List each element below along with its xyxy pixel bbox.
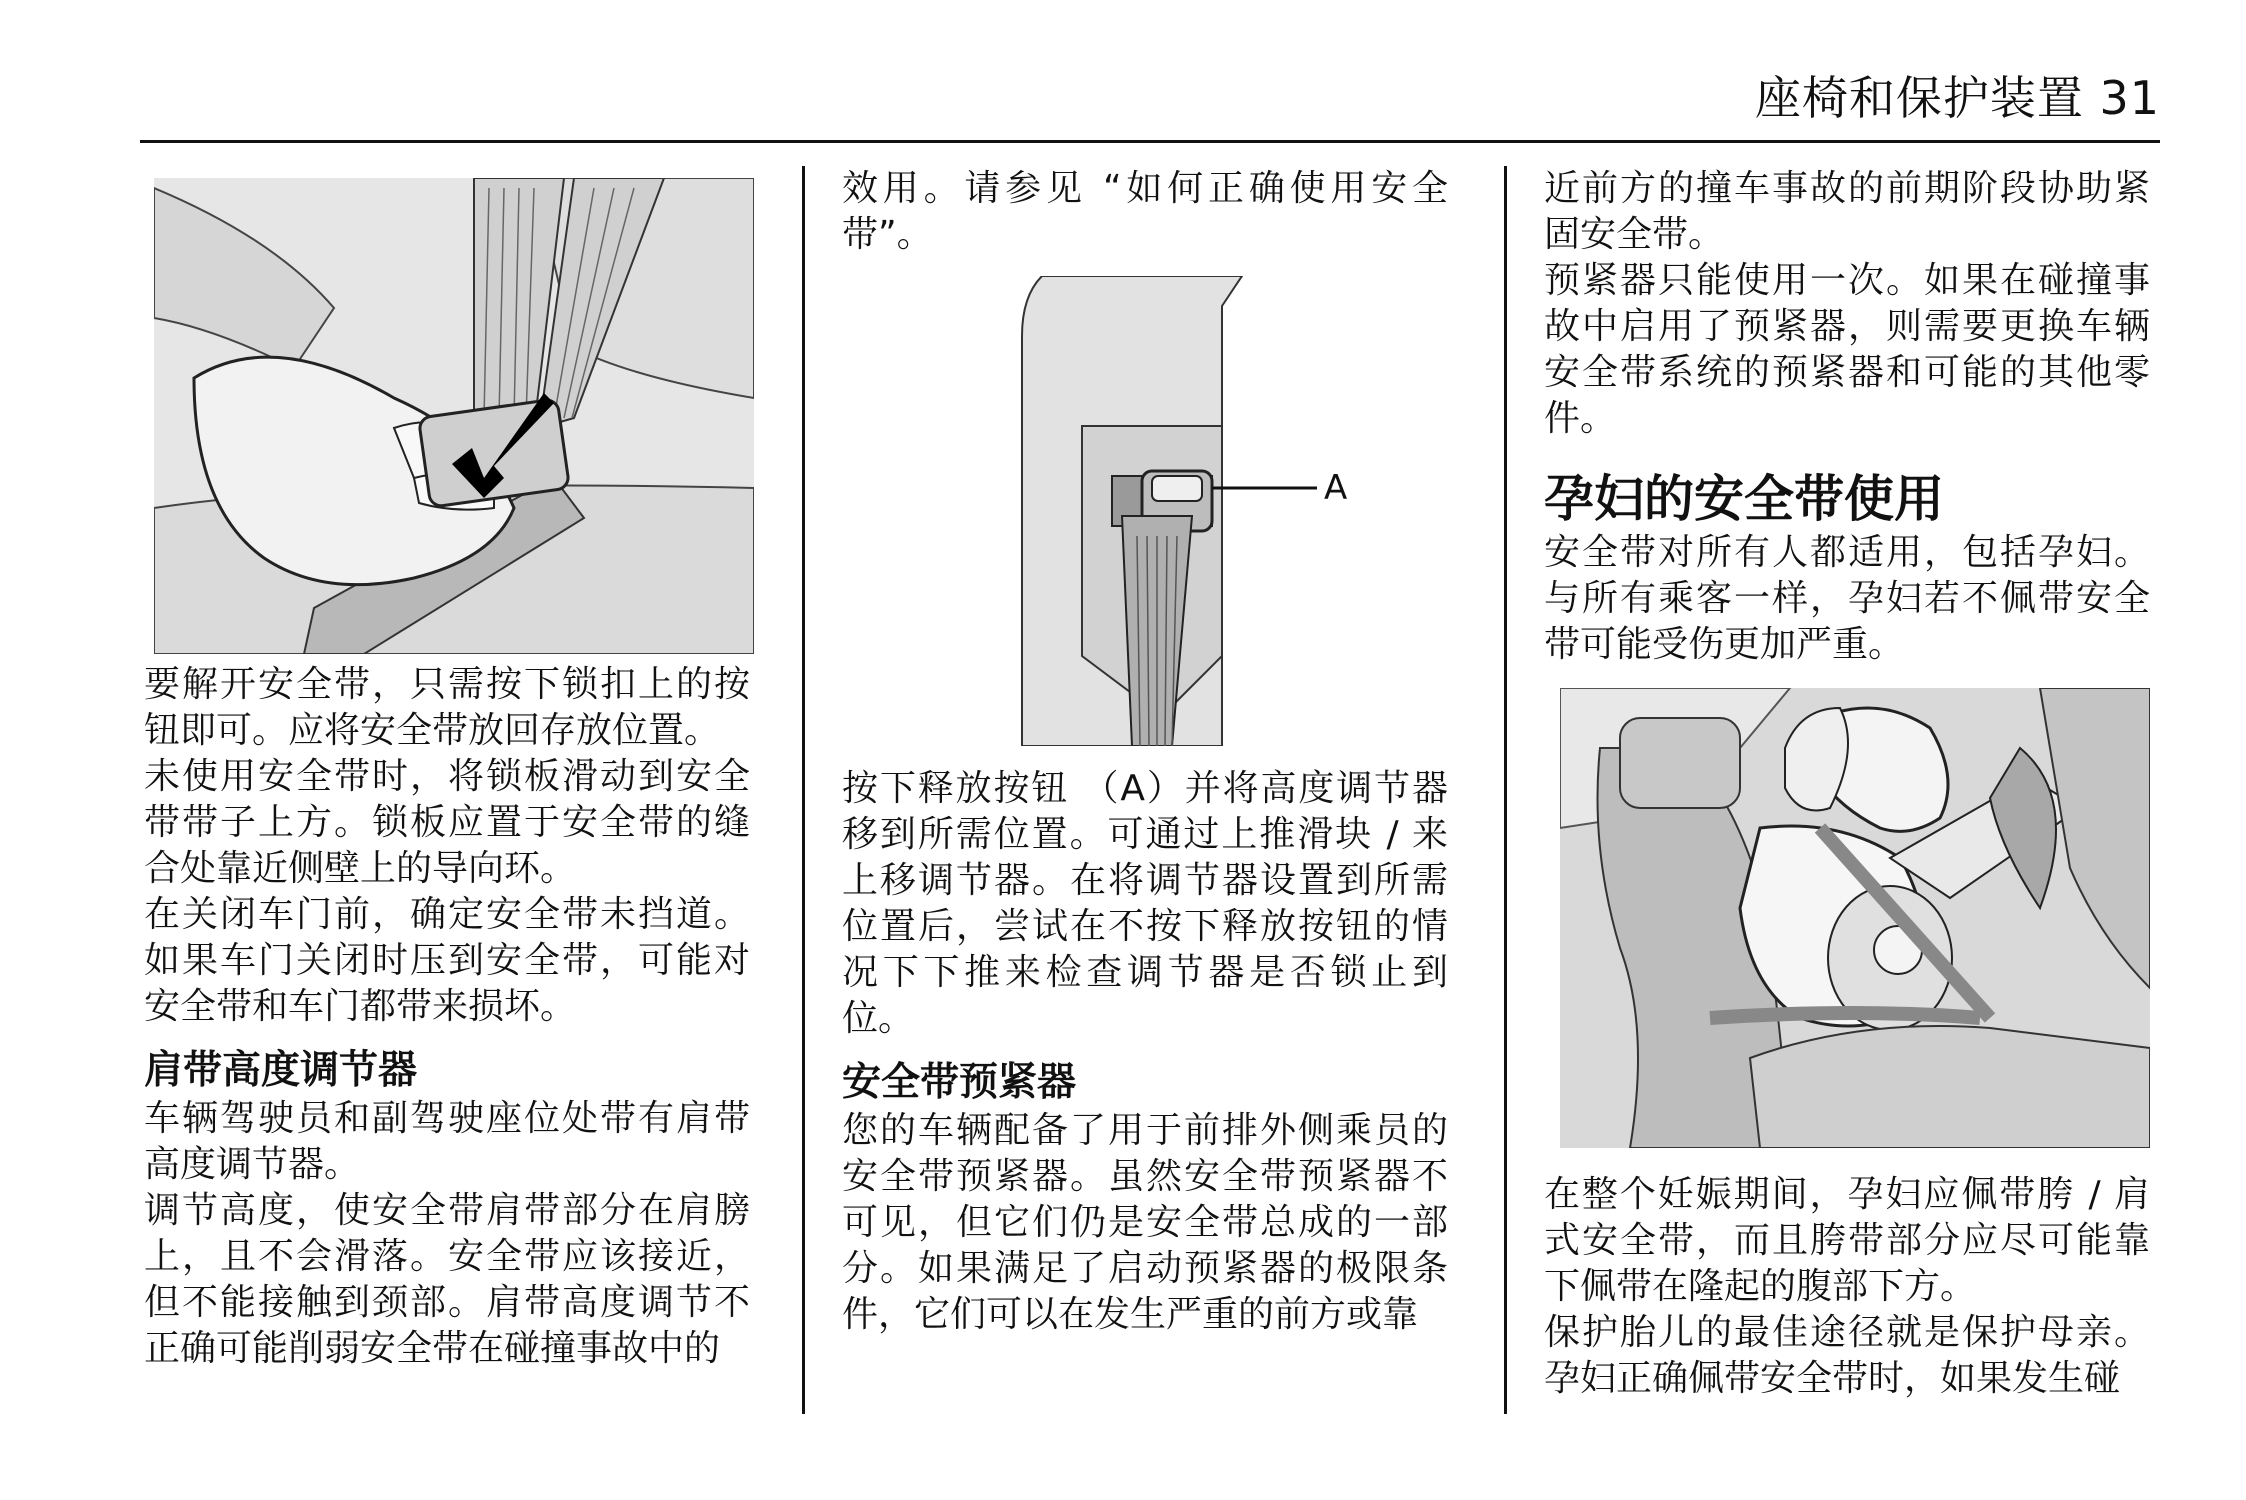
heading-pretensioner: 安全带预紧器 xyxy=(842,1060,1077,1105)
para-buckle-release: 要解开安全带，只需按下锁扣上的按钮即可。应将安全带放回存放位置。 xyxy=(144,664,750,751)
pregnant-woman-illustration xyxy=(1560,688,2150,1148)
column-1 xyxy=(144,166,750,1372)
para-adjuster-height: 调节高度，使安全带肩带部分在肩膀上，且不会滑落。安全带应该接近，但不能接触到颈部。肩带高度调节不正确可能削弱安全带在碰撞事故中的 xyxy=(144,1190,750,1369)
buckle-release-illustration xyxy=(154,178,750,654)
header-divider xyxy=(140,140,2160,143)
para-protect-mother: 保护胎儿的最佳途径就是保护母亲。孕妇正确佩带安全带时，如果发生碰 xyxy=(1544,1312,2150,1399)
page-header-title: 座椅和保护装置 31 xyxy=(1754,71,2160,125)
para-pretensioner-single-use: 预紧器只能使用一次。如果在碰撞事故中启用了预紧器，则需要更换车辆安全带系统的预紧器和可能的其他零件。 xyxy=(1544,260,2150,439)
column-3 xyxy=(1544,166,2150,1402)
para-pretensioner: 您的车辆配备了用于前排外侧乘员的安全带预紧器。虽然安全带预紧器不可见，但它们仍是安全带总成的一部分。如果满足了启动预紧器的极限条件，它们可以在发生严重的前方或靠 xyxy=(842,1110,1448,1335)
para-lap-belt-placement: 在整个妊娠期间，孕妇应佩带胯 / 肩式安全带，而且胯带部分应尽可能靠下佩带在隆起的腹部下方。 xyxy=(1544,1174,2150,1307)
column-divider-2 xyxy=(1504,166,1507,1414)
column-divider-1 xyxy=(802,166,805,1414)
para-effect-continued: 效用。请参见 “如何正确使用安全带”。 xyxy=(842,168,1448,255)
para-pregnant-intro: 安全带对所有人都适用，包括孕妇。与所有乘客一样，孕妇若不佩带安全带可能受伤更加严重。 xyxy=(1544,532,2150,665)
callout-label-a: A xyxy=(1324,468,1348,508)
heading-shoulder-adjuster: 肩带高度调节器 xyxy=(144,1048,418,1093)
height-adjuster-illustration xyxy=(1012,276,1422,746)
para-door-check: 在关闭车门前，确定安全带未挡道。如果车门关闭时压到安全带，可能对安全带和车门都带来损坏。 xyxy=(144,894,750,1027)
column-2 xyxy=(842,166,1448,1338)
para-adjuster-intro: 车辆驾驶员和副驾驶座位处带有肩带高度调节器。 xyxy=(144,1098,750,1185)
para-release-button: 按下释放按钮 （A）并将高度调节器移到所需位置。可通过上推滑块 / 来上移调节器。在将调节器设置到所需位置后，尝试在不按下释放按钮的情况下下推来检查调节器是否锁止到位。 xyxy=(842,768,1448,1039)
para-latch-plate: 未使用安全带时，将锁板滑动到安全带带子上方。锁板应置于安全带的缝合处靠近侧壁上的导向环。 xyxy=(144,756,750,889)
heading-pregnant-women: 孕妇的安全带使用 xyxy=(1544,470,1944,528)
para-pretensioner-continued: 近前方的撞车事故的前期阶段协助紧固安全带。 xyxy=(1544,168,2150,255)
